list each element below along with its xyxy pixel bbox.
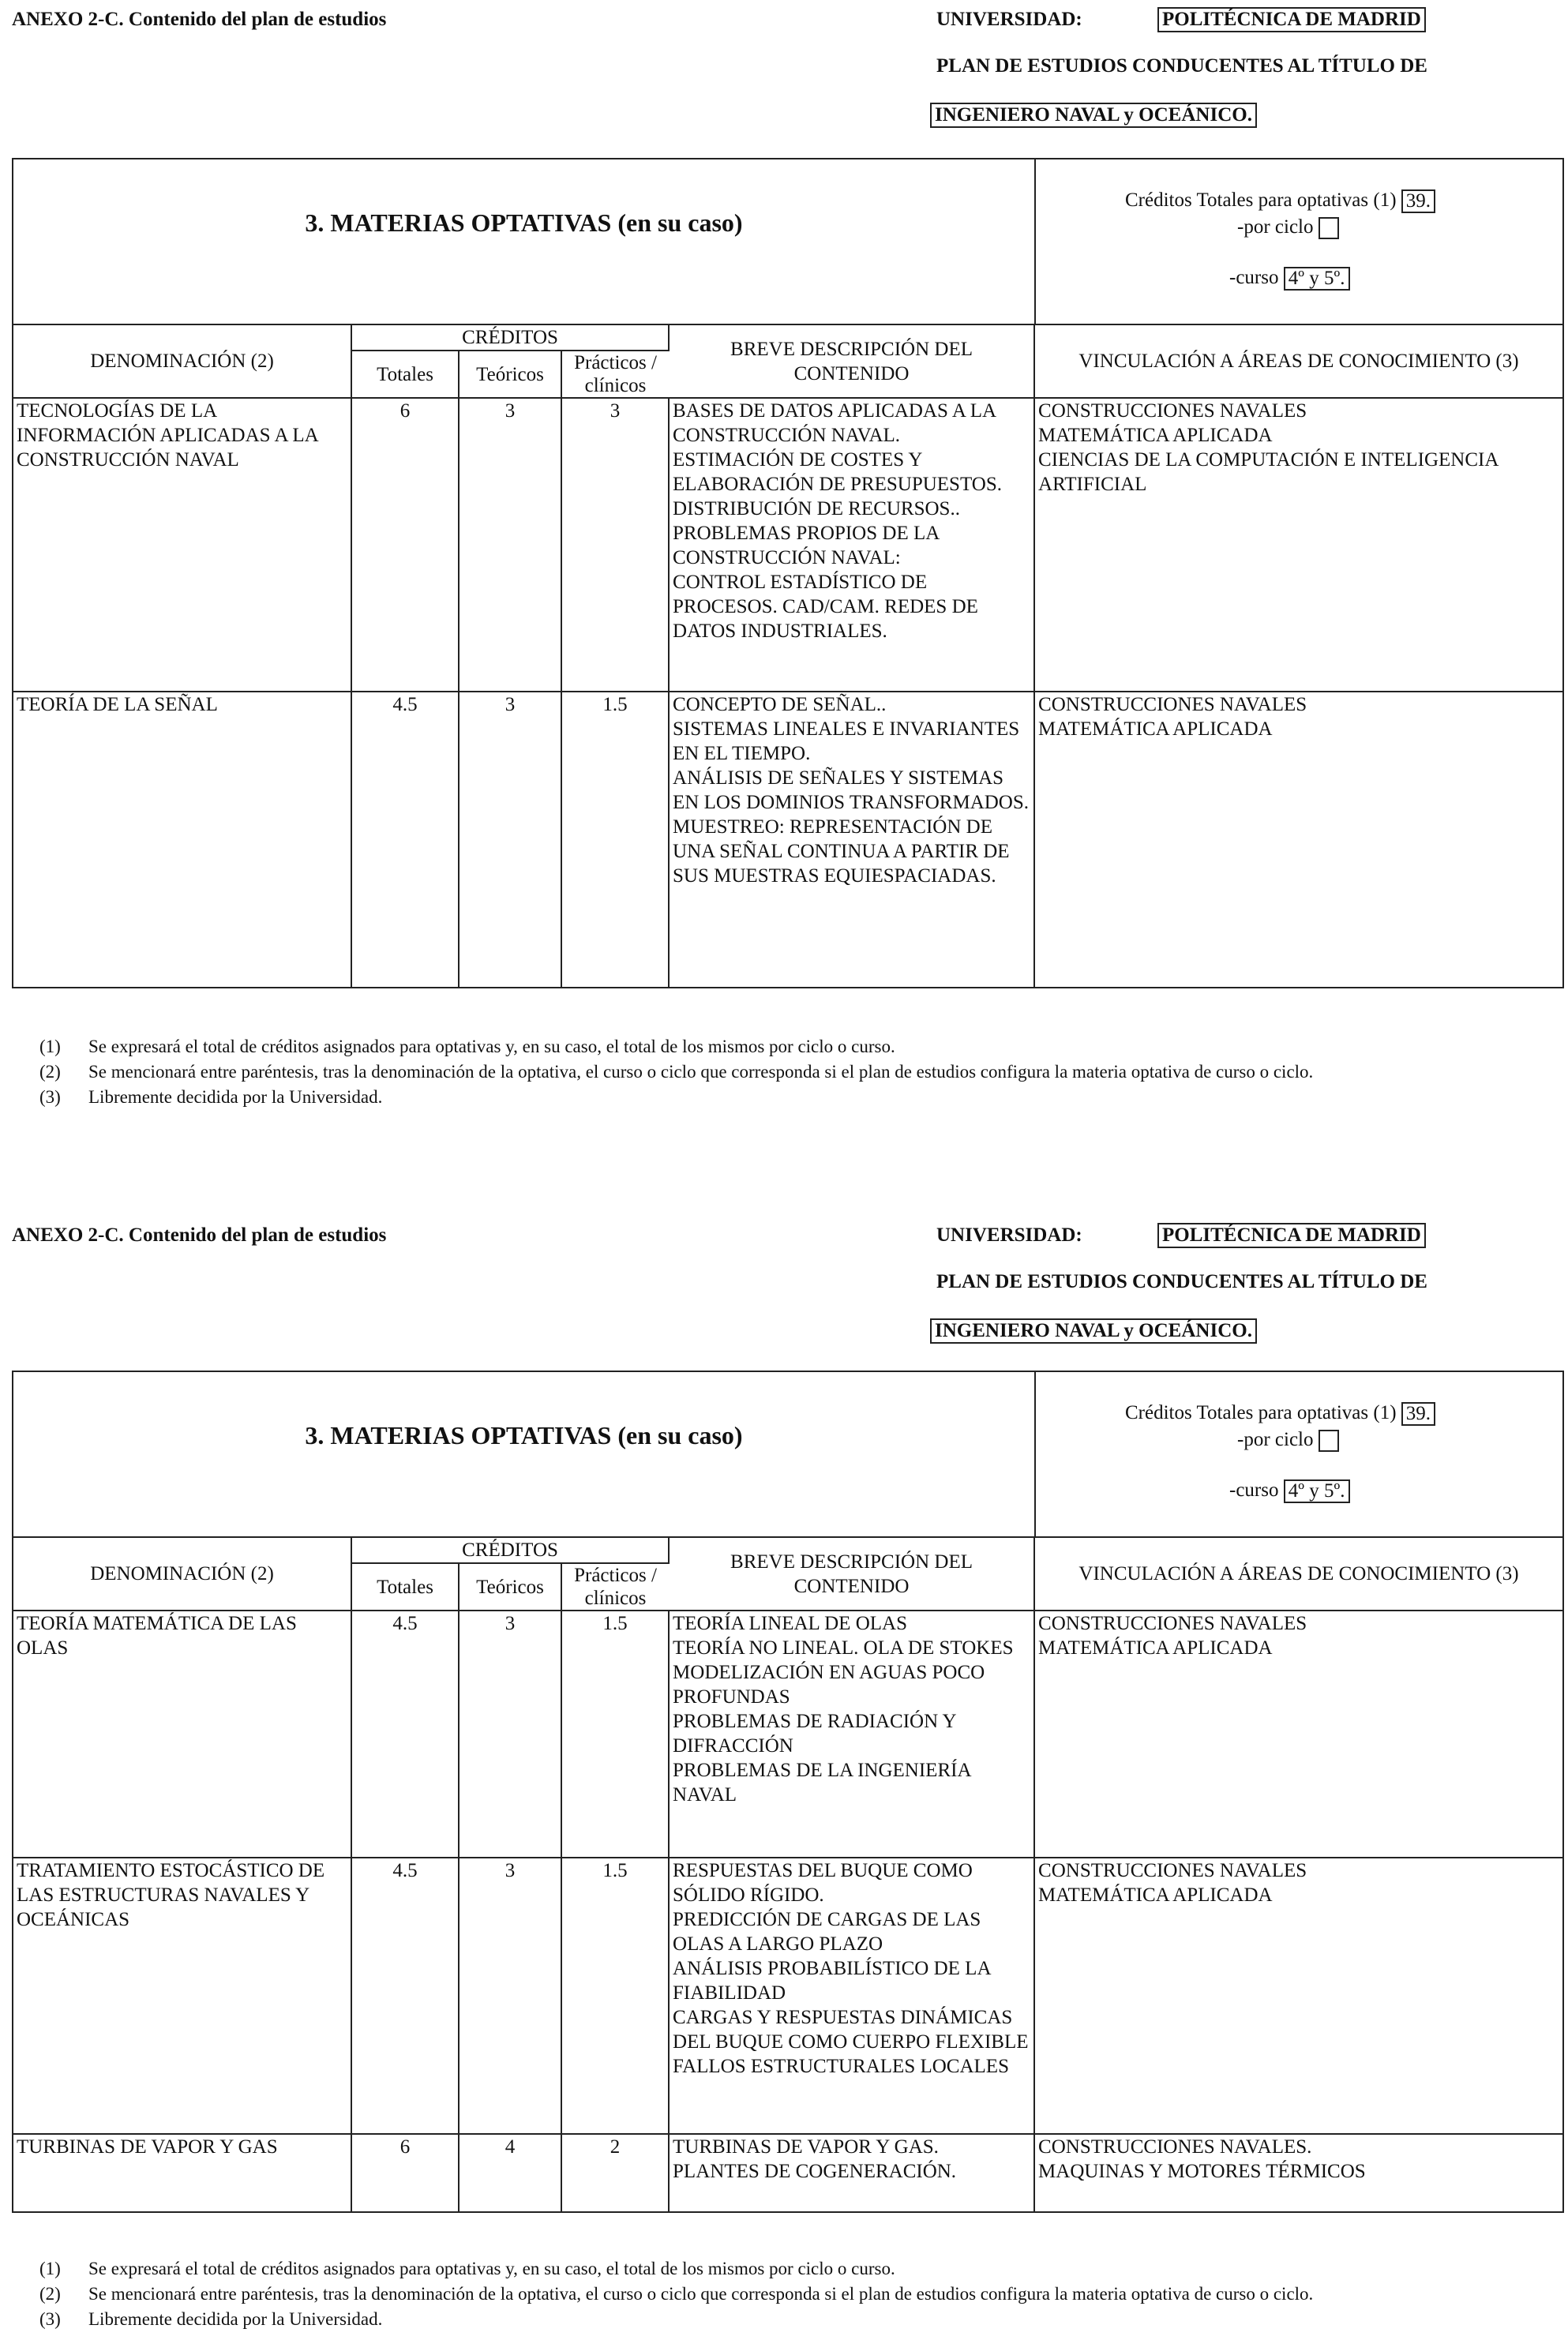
row-description [669,692,1034,987]
area-line: MATEMÁTICA APLICADA [1038,718,1273,740]
footnote [39,2282,1314,2307]
desc-line: PROBLEMAS DE LA INGENIERÍA NAVAL [673,1760,971,1806]
row-teoricos: 3 [459,1858,561,2134]
area-line: MATEMÁTICA APLICADA [1038,1884,1273,1906]
col-practicos: Prácticos / clínicos [561,1563,669,1611]
row-description [669,2134,1034,2211]
footnote-key: (1) [39,2259,61,2278]
col-creditos: CRÉDITOS [351,325,669,351]
credits-curso [1229,1479,1350,1503]
col-totales: Totales [351,1563,459,1611]
desc-line: ANÁLISIS DE SEÑALES Y SISTEMAS EN LOS DOMINIOS TRANSFORMADOS. [673,767,1030,813]
table-row [13,1858,1562,2134]
row-name: TECNOLOGÍAS DE LA INFORMACIÓN APLICADAS A LA CONSTRUCCIÓN NAVAL [13,398,351,692]
desc-line: MODELIZACIÓN EN AGUAS POCO PROFUNDAS [673,1662,985,1708]
footnote-key: (2) [39,2284,61,2304]
desc-line: ANÁLISIS PROBABILÍSTICO DE LA FIABILIDAD [673,1958,991,2004]
col-teoricos: Teóricos [459,1563,561,1611]
optativas-frame [12,1371,1564,2213]
row-practicos: 1.5 [561,692,669,987]
col-denominacion: DENOMINACIÓN (2) [13,325,351,398]
footnote [39,2256,1313,2282]
optativas-table [13,325,1562,987]
universidad-name: POLITÉCNICA DE MADRID [1157,7,1426,32]
desc-line: SISTEMAS LINEALES E INVARIANTES EN EL TIEMPO. [673,718,1020,764]
universidad-label: UNIVERSIDAD: [936,9,1082,30]
credits-total [1125,1402,1435,1426]
credits-ciclo-value [1319,1430,1339,1452]
section-title: 3. MATERIAS OPTATIVAS (en su caso) [305,1421,743,1449]
footnote [39,1059,1314,1085]
table-row [13,398,1562,692]
row-name: TEORÍA MATEMÁTICA DE LAS OLAS [13,1611,351,1858]
credits-curso-value: 4º y 5º. [1284,1479,1350,1503]
row-teoricos: 4 [459,2134,561,2211]
optativas-frame [12,158,1564,988]
row-totales: 6 [351,398,459,692]
credits-total-label: Créditos Totales para optativas (1) [1125,1402,1397,1423]
credits-total-value: 39. [1401,189,1435,213]
footnote-key: (2) [39,1062,61,1082]
footnote-text: Libremente decidida por la Universidad. [88,2309,383,2329]
row-totales: 4.5 [351,692,459,987]
credits-curso-label: -curso [1229,267,1279,288]
row-areas [1034,398,1562,692]
row-totales: 4.5 [351,1611,459,1858]
section-divider [1034,1372,1036,1536]
area-line: MATEMÁTICA APLICADA [1038,425,1273,446]
plan-label: PLAN DE ESTUDIOS CONDUCENTES AL TÍTULO DE [936,1271,1427,1292]
universidad-name: POLITÉCNICA DE MADRID [1157,1223,1426,1248]
row-description [669,1611,1034,1858]
desc-line: CARGAS Y RESPUESTAS DINÁMICAS DEL BUQUE COMO CUERPO FLEXIBLE [673,2007,1029,2053]
footnotes [39,1034,1314,1110]
plan-label: PLAN DE ESTUDIOS CONDUCENTES AL TÍTULO DE [936,55,1427,77]
col-descripcion: BREVE DESCRIPCIÓN DEL CONTENIDO [669,1538,1034,1611]
footnote [39,1034,1313,1059]
credits-ciclo-label: -por ciclo [1237,216,1314,238]
credits-ciclo-label: -por ciclo [1237,1429,1314,1450]
desc-line: TURBINAS DE VAPOR Y GAS. [673,2136,939,2158]
annex-title: ANEXO 2-C. Contenido del plan de estudios [12,1224,387,1246]
row-areas [1034,692,1562,987]
credits-total [1125,189,1435,213]
desc-line: FALLOS ESTRUCTURALES LOCALES [673,2056,1009,2077]
area-line: CIENCIAS DE LA COMPUTACIÓN E INTELIGENCIA ARTIFICIAL [1038,449,1499,495]
desc-line: RESPUESTAS DEL BUQUE COMO SÓLIDO RÍGIDO. [673,1860,973,1906]
footnotes [39,2256,1314,2332]
desc-line: ESTIMACIÓN DE COSTES Y ELABORACIÓN DE PRESUPUESTOS. DISTRIBUCIÓN DE RECURSOS.. PROBLEMAS PROPIOS DE LA CONSTRUCCIÓN NAVAL: [673,449,1002,568]
row-name: TURBINAS DE VAPOR Y GAS [13,2134,351,2211]
area-line: CONSTRUCCIONES NAVALES [1038,400,1307,422]
area-line: CONSTRUCCIONES NAVALES [1038,694,1307,715]
titulo-name: INGENIERO NAVAL y OCEÁNICO. [930,103,1257,128]
col-descripcion: BREVE DESCRIPCIÓN DEL CONTENIDO [669,325,1034,398]
page-2 [0,1216,1568,2340]
footnote-key: (3) [39,1087,61,1107]
credits-curso-label: -curso [1229,1479,1279,1501]
row-areas [1034,1858,1562,2134]
col-vinculacion: VINCULACIÓN A ÁREAS DE CONOCIMIENTO (3) [1034,1538,1562,1611]
area-line: CONSTRUCCIONES NAVALES. [1038,2136,1312,2158]
desc-line: PROBLEMAS DE RADIACIÓN Y DIFRACCIÓN [673,1711,956,1757]
footnote-text: Se mencionará entre paréntesis, tras la denominación de la optativa, el curso o ciclo que corresponda si el plan de estudios configura la materia optativa de curso o ciclo. [88,2284,1314,2304]
annex-title: ANEXO 2-C. Contenido del plan de estudios [12,9,387,30]
col-totales: Totales [351,351,459,398]
area-line: CONSTRUCCIONES NAVALES [1038,1860,1307,1881]
desc-line: PREDICCIÓN DE CARGAS DE LAS OLAS A LARGO PLAZO [673,1909,981,1955]
row-name: TEORÍA DE LA SEÑAL [13,692,351,987]
row-areas [1034,1611,1562,1858]
area-line: MAQUINAS Y MOTORES TÉRMICOS [1038,2161,1366,2182]
col-creditos: CRÉDITOS [351,1538,669,1563]
credits-total-label: Créditos Totales para optativas (1) [1125,189,1397,211]
footnote-text: Se expresará el total de créditos asignados para optativas y, en su caso, el total de los mismos por ciclo o curso. [88,1037,895,1056]
titulo-name: INGENIERO NAVAL y OCEÁNICO. [930,1318,1257,1344]
credits-curso [1229,267,1350,291]
section-header [13,159,1562,325]
desc-line: CONCEPTO DE SEÑAL.. [673,694,887,715]
footnote-text: Se mencionará entre paréntesis, tras la denominación de la optativa, el curso o ciclo que corresponda si el plan de estudios configura la materia optativa de curso o ciclo. [88,1062,1314,1082]
desc-line: TEORÍA NO LINEAL. OLA DE STOKES [673,1637,1014,1659]
row-practicos: 3 [561,398,669,692]
row-practicos: 1.5 [561,1858,669,2134]
footnote-text: Se expresará el total de créditos asignados para optativas y, en su caso, el total de los mismos por ciclo o curso. [88,2259,895,2278]
row-areas [1034,2134,1562,2211]
area-line: CONSTRUCCIONES NAVALES [1038,1613,1307,1634]
desc-line: CONTROL ESTADÍSTICO DE PROCESOS. CAD/CAM. REDES DE DATOS INDUSTRIALES. [673,572,978,642]
footnote [39,1085,1313,1110]
col-practicos: Prácticos / clínicos [561,351,669,398]
optativas-table [13,1538,1562,2211]
desc-line: TEORÍA LINEAL DE OLAS [673,1613,907,1634]
row-practicos: 2 [561,2134,669,2211]
area-line: MATEMÁTICA APLICADA [1038,1637,1273,1659]
desc-line: BASES DE DATOS APLICADAS A LA CONSTRUCCIÓN NAVAL. [673,400,996,446]
footnote [39,2307,1313,2332]
section-divider [1034,159,1036,324]
desc-line: PLANTES DE COGENERACIÓN. [673,2161,957,2182]
row-practicos: 1.5 [561,1611,669,1858]
table-row [13,692,1562,987]
row-description [669,1858,1034,2134]
footnote-key: (3) [39,2309,61,2329]
row-description [669,398,1034,692]
row-teoricos: 3 [459,398,561,692]
row-teoricos: 3 [459,1611,561,1858]
section-title: 3. MATERIAS OPTATIVAS (en su caso) [305,208,743,237]
table-row [13,1611,1562,1858]
credits-ciclo [1237,216,1339,239]
col-teoricos: Teóricos [459,351,561,398]
credits-total-value: 39. [1401,1402,1435,1426]
col-denominacion: DENOMINACIÓN (2) [13,1538,351,1611]
credits-ciclo [1237,1429,1339,1452]
row-teoricos: 3 [459,692,561,987]
row-totales: 4.5 [351,1858,459,2134]
row-totales: 6 [351,2134,459,2211]
row-name: TRATAMIENTO ESTOCÁSTICO DE LAS ESTRUCTURAS NAVALES Y OCEÁNICAS [13,1858,351,2134]
section-header [13,1372,1562,1538]
universidad-label: UNIVERSIDAD: [936,1224,1082,1246]
footnote-key: (1) [39,1037,61,1056]
credits-curso-value: 4º y 5º. [1284,267,1350,291]
table-row [13,2134,1562,2211]
col-vinculacion: VINCULACIÓN A ÁREAS DE CONOCIMIENTO (3) [1034,325,1562,398]
footnote-text: Libremente decidida por la Universidad. [88,1087,383,1107]
credits-ciclo-value [1319,217,1339,239]
desc-line: MUESTREO: REPRESENTACIÓN DE UNA SEÑAL CONTINUA A PARTIR DE SUS MUESTRAS EQUIESPACIADAS. [673,816,1010,887]
